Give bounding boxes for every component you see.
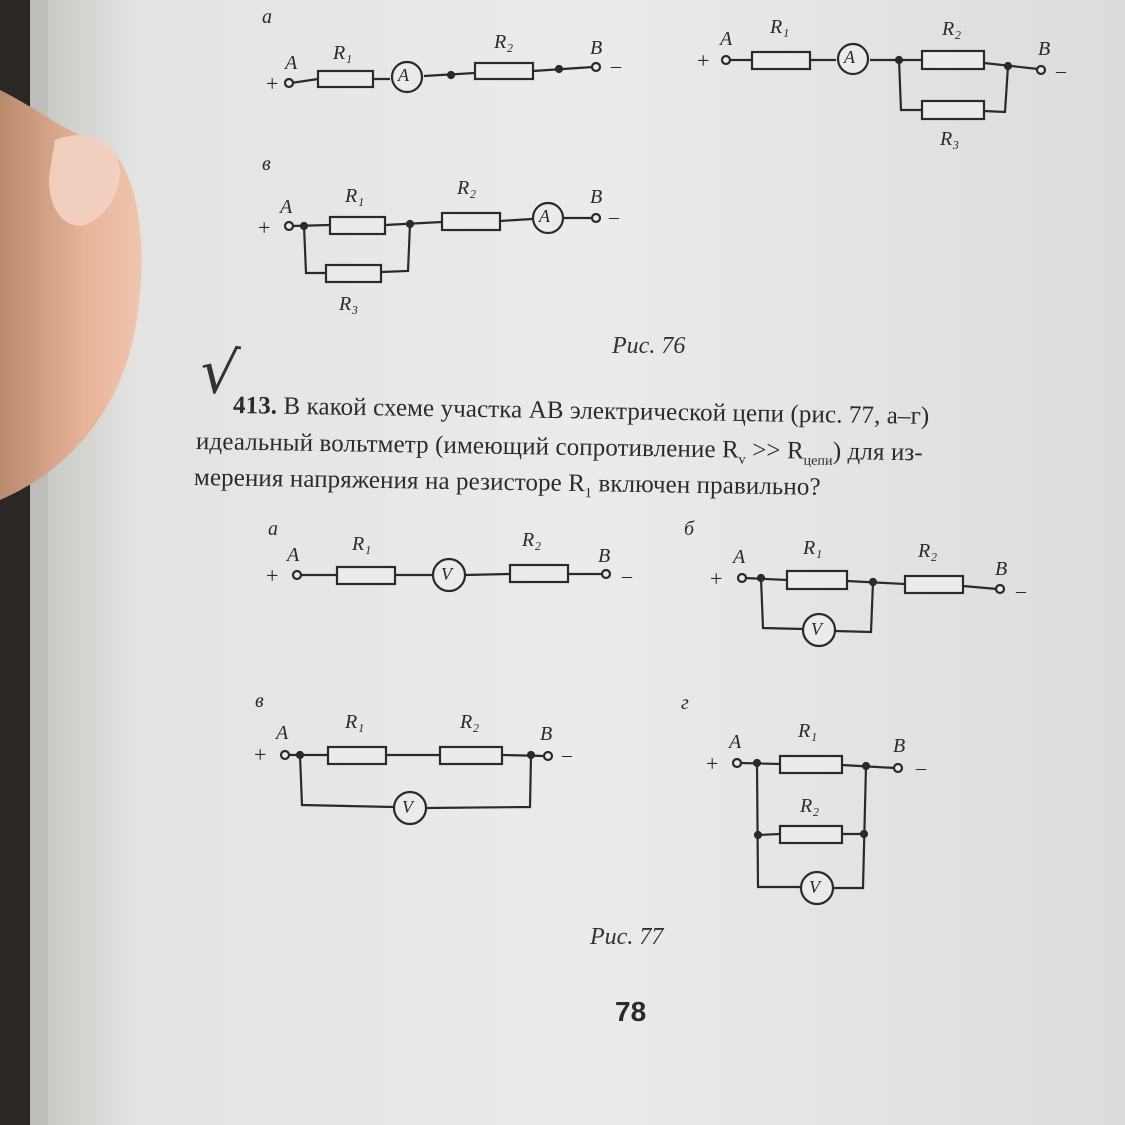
fig77b-voltmeter: V — [811, 619, 822, 639]
fig77b-circuit — [738, 571, 1004, 646]
fig77b-letter: б — [684, 518, 695, 540]
fig76-caption: Рис. 76 — [612, 333, 686, 359]
fig76v-label-R2: R₂ — [457, 177, 477, 199]
problem-text-2c: ) для из- — [832, 438, 924, 467]
problem-text-3b: включен правильно? — [591, 470, 821, 501]
fig76a-ammeter: A — [398, 65, 409, 85]
handwritten-checkmark: √ — [196, 336, 242, 410]
fig76a-label-R2: R₂ — [494, 31, 514, 53]
fig76v-minus: – — [609, 206, 619, 228]
fig77v-label-A: A — [276, 722, 289, 744]
fig76b-label-B: B — [1038, 38, 1051, 60]
fig77b-label-A: A — [733, 546, 746, 568]
fig77b-label-B: B — [995, 558, 1008, 580]
fig76b-minus: – — [1056, 60, 1066, 82]
fig77v-label-R1: R₁ — [345, 711, 365, 733]
fig77v-label-B: B — [540, 723, 553, 745]
fig77b-label-R1: R₁ — [803, 537, 823, 559]
fig76b-label-R3: R₃ — [940, 128, 960, 150]
fig76b-label-R2: R₂ — [942, 18, 962, 40]
fig76v-letter: в — [262, 153, 271, 175]
fig77a-plus: + — [266, 563, 279, 588]
fig77v-voltmeter: V — [402, 797, 413, 817]
fig76b-plus: + — [697, 48, 710, 73]
fig77v-plus: + — [254, 742, 267, 767]
fig77g-label-A: A — [729, 731, 742, 753]
fig77g-label-B: B — [893, 735, 906, 757]
fig76v-plus: + — [258, 215, 271, 240]
problem-text-3a: мерения напряжения на резисторе R — [193, 464, 586, 498]
fig76a-label-A: A — [285, 52, 298, 74]
fig76b-ammeter: A — [844, 47, 855, 67]
fig77g-voltmeter: V — [809, 877, 820, 897]
fig77g-letter: г — [681, 692, 689, 714]
fig76v-label-R3: R₃ — [339, 293, 359, 315]
fig77b-label-R2: R₂ — [918, 540, 938, 562]
fig77a-letter: а — [268, 518, 278, 540]
problem-number: 413. — [232, 392, 278, 420]
problem-text-2a: идеальный вольтметр (имеющий сопротивление R — [195, 428, 739, 464]
fig77v-label-R2: R₂ — [460, 711, 480, 733]
fig76a-minus: – — [611, 55, 621, 77]
fig76a-plus: + — [266, 71, 279, 96]
fig77b-plus: + — [710, 566, 723, 591]
fig77v-letter: в — [255, 690, 264, 712]
fig77b-minus: – — [1016, 580, 1026, 602]
problem-sub-v: v — [738, 452, 746, 468]
fig76b-label-R1: R₁ — [770, 16, 790, 38]
page-number: 78 — [615, 996, 647, 1027]
fig77a-label-A: A — [287, 544, 300, 566]
problem-text-2b: >> R — [745, 436, 804, 465]
fig76a-label-B: B — [590, 37, 603, 59]
fig77v-circuit — [281, 747, 552, 824]
fig76b-label-A: A — [720, 28, 733, 50]
fig77a-label-B: B — [598, 545, 611, 567]
fig76v-label-A: A — [280, 196, 293, 218]
fig76a-letter: а — [262, 6, 272, 28]
fig76a-label-R1: R₁ — [333, 42, 353, 64]
fig77g-plus: + — [706, 751, 719, 776]
fig77a-voltmeter: V — [441, 564, 452, 584]
problem-sub-1: 1 — [584, 486, 593, 502]
fig77-caption: Рис. 77 — [590, 924, 664, 950]
fig77g-label-R2: R₂ — [800, 795, 820, 817]
fig77a-label-R1: R₁ — [352, 533, 372, 555]
fig77g-minus: – — [916, 757, 926, 779]
fig76v-label-R1: R₁ — [345, 185, 365, 207]
problem-sub-circuit: цепи — [803, 453, 833, 470]
fig77a-minus: – — [622, 565, 632, 587]
fig76v-ammeter: A — [539, 206, 550, 226]
problem-text-1: В какой схеме участка AB электрической цепи (рис. 77, а–г) — [283, 392, 930, 430]
fig76v-label-B: B — [590, 186, 603, 208]
fig77g-label-R1: R₁ — [798, 720, 818, 742]
fig77a-label-R2: R₂ — [522, 529, 542, 551]
fig77v-minus: – — [562, 744, 572, 766]
